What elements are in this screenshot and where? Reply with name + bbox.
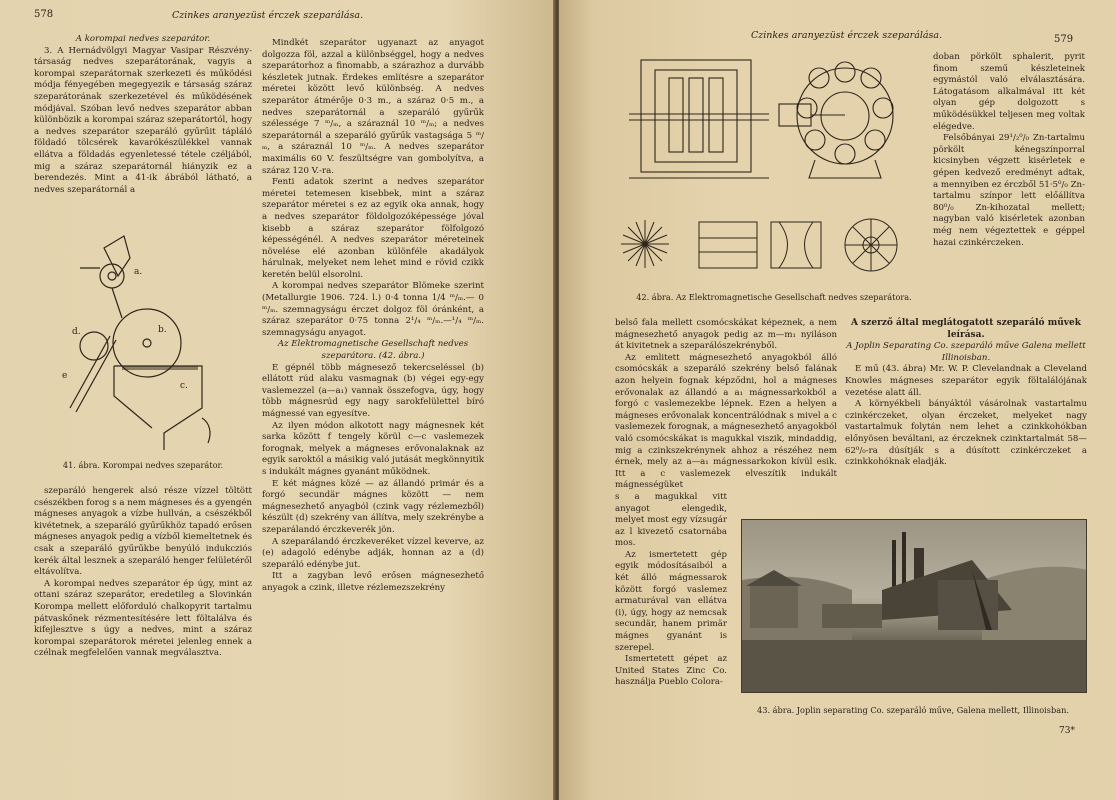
signature-mark: 73* xyxy=(1059,726,1075,736)
subheading: Az Elektromagnetische Gesellschaft nedves szeparátora. (42. ábra.) xyxy=(277,339,469,362)
paragraph: E két mágnes közé — az állandó primár és a forgó secundär mágnes között — nem mágnesezhető anyagból (czink vagy rézlemezből) készült (d) szekrény van állítva, mely szekrénybe a szeparálandó érczkeverék jön. xyxy=(262,478,484,535)
label-c: c. xyxy=(180,381,188,391)
label-e: e xyxy=(62,371,68,381)
label-d: d. xyxy=(72,327,81,337)
page-number: 578 xyxy=(34,9,54,20)
paragraph: A környékbeli bányáktól vásárolnak vastartalmu czinkérczeket, olyan érczeket, melyeket nagy vastartalmuk folytán nem lehet a czinkkohókban előnyösen beváltani, az érczeknek czinktartalmát 58—62⁰/₀-ra dúsítják s a dúsított czinkérczeket a czinkkohóknak eladják. xyxy=(845,399,1087,468)
paragraph: A korompai nedves szeparátor ép úgy, mint az ottani száraz szeparátor, eredetileg a Slovinkán Korompa mellett előforduló chalkopyrit tartalmu pátvaskőnek rézmentesítésére lett föltalálva és kifejlesztve s úgy a nedves, mint a száraz korompai szeparátorok méretei jelenleg ennek a czélnak megfelelően vannak megválasztva. xyxy=(34,578,252,659)
right-column-top xyxy=(933,52,1085,249)
figure-43-caption: 43. ábra. Joplin separating Co. szeparáló műve, Galena mellett, Illinoisban. xyxy=(757,705,1069,715)
left-page xyxy=(0,0,555,800)
paragraph: E gépnél több mágnesező tekercseléssel (b) ellátott rúd alaku vasmagnak (b) végei egy-egy vaslemezzel (a—a₁) vannak összefogva, úgy, hogy több mágnesrúd egy nagy sarokfelülettel bíró mágnessé van egyesítve. xyxy=(262,362,484,419)
left-column-2 xyxy=(262,38,484,595)
figure-43-photograph xyxy=(741,519,1087,693)
paragraph: E mű (43. ábra) Mr. W. P. Clevelandnak a Cleveland Knowles mágneses szeparátor egyik föltalálójának vezetése alatt áll. xyxy=(845,364,1087,398)
page-number: 579 xyxy=(1054,34,1074,45)
paragraph: Mindkét szeparátor ugyanazt az anyagot dolgozza föl, azzal a különbséggel, hogy a nedves szeparátorhoz a finomabb, a szárazhoz a durvább készletek jutnak. Érdekes említésre a szeparátor méretei között levő különbség. A nedves szeparátor átmérője 0·3 m., a száraz 0·5 m., a nedves szeparátornál a szeparáló gyűrűk szélessége 7 ᵐ/ₘ, a száraznál 10 ᵐ/ₘ; a nedves szeparátornál a szeparáló gyűrűk vastagsága 5 ᵐ/ₘ, a száraznál 10 ᵐ/ₘ. A nedves szeparátor maximális 60 V. feszültségre van gombolyítva, a száraz 120 V.-ra. xyxy=(262,38,484,176)
paragraph: doban pörkölt sphalerit, pyrit finom szemű készleteinek egymástól való elválasztására. Látogatásom alkalmával itt két olyan gép dolgozott s működésükkel teljesen meg voltak elégedve. xyxy=(933,52,1085,132)
running-head: Czinkes aranyezüst érczek szeparálása. xyxy=(751,30,943,41)
paragraph: Fenti adatok szerint a nedves szeparátor méretei tetemesen kisebbek, mint a száraz szeparátor méretei s ez az egyik oka annak, hogy a nedves szeparátor földolgozóképessége jóval kisebb a száraz szeparátor fölfolgozó képességénél. A nedves szeparátor méreteinek növelése elé azonban különféle akadályok hárulnak, melyeket nem lehet mind e rövid czikk keretén belül elsorolni. xyxy=(262,177,484,280)
paragraph: A szeparálandó érczkeveréket vízzel keverve, az (e) adagoló edénybe adják, honnan az a (d) szeparáló edénybe jut. xyxy=(262,536,484,570)
label-b: b. xyxy=(158,325,167,335)
paragraph: Az ilyen módon alkotott nagy mágnesnek két sarka között f tengely körül c—c vaslemezek forognak, melyek a mágneses erővonalaknak az egyik saroktól a másikig való jutását megkönnyitik s indukált mágnes gyanánt működnek. xyxy=(262,420,484,477)
subheading: A Joplin Separating Co. szeparáló műve Galena mellett Illinoisban. xyxy=(846,341,1086,363)
left-column-top xyxy=(34,34,252,196)
right-column-2 xyxy=(845,318,1087,469)
paragraph: s a magukkal vitt anyagot elengedik, melyet most egy vízsugár az l kivezető csatornába mos. xyxy=(615,491,727,549)
paragraph: Az ismertetett gép egyik módosításaiból a két álló mágnessarok között forgó vaslemez armaturával van ellátva (i), úgy, hogy az nemcsak secundär, hanem primär mágnes gyanánt is szerepel. xyxy=(615,549,727,653)
paragraph: 3. A Hernádvölgyi Magyar Vasipar Részvény-társaság nedves szeparátorának, vagyis a korompai szeparátornak szerkezeti és működési módja fényegében megegyezik e társaság száraz szeparátorának szerkezetével és működésének módjával. Szóban levő nedves szeparátor abban különbözik a korompai száraz szeparátortól, hogy a nedves szeparátor szeparáló gyűrűit tápláló földadó tölcsérek kavarókészülékkel vannak ellátva a földadás egyenletessé tétele czéljából, mig a száraz szeparátornál hiányzik ez a berendezés. Mint a 41-ik ábrából látható, a nedves szeparátornál a xyxy=(34,45,252,195)
label-a: a. xyxy=(134,267,143,277)
paragraph: Felsőbányai 29¹/₂⁰/₀ Zn-tartalmu pörkölt kénegszínporral kicsinyben végzett kisérletek e gépen kedvező eredményt adtak, a mennyiben ez érczből 51·5⁰/₀ Zn-tartalmu színpor lett előállítva 80⁰/₀ Zn-kihozatal mellett; nagyban való kisérletek azonban még nem végeztettek e géppel hazai czinkérczeken. xyxy=(933,133,1085,248)
paragraph: szeparáló hengerek alsó része vízzel töltött csészékben forog s a nem mágneses és a gyengén mágneses anyagok a vízbe hullván, a csészékből kivétetnek, a szeparáló gyűrűkhöz tapadó erősen mágneses anyagok pedig a vízből kiemeltetnek és csak a szeparáló gyűrűkbe benyúló indukcziós kerék által lesznek a szeparáló henger felületéről eltávolítva. xyxy=(34,486,252,578)
paragraph: belső fala mellett csomócskákat képeznek, a nem mágnesezhető anyagok pedig az m—m₁ nyiláson át kivitetnek a szeparálószekrényből. xyxy=(615,318,837,352)
figure-42-drawing xyxy=(619,48,929,288)
paragraph: A korompai nedves szeparátor Blömeke szerint (Metallurgie 1906. 724. l.) 0·4 tonna 1/4 ᵐ/ₘ.— 0 ᵐ/ₘ. szemnagyságu érczet dolgoz föl óránként, a száraz szeparátor 0·75 tonna 2¹/₄ ᵐ/ₘ.—¹/₄ ᵐ/ₘ. szemnagyságu anyagot. xyxy=(262,281,484,338)
paragraph: Itt a zagyban levő erősen mágnesezhető anyagok a czink, illetve rézlemezszekrény xyxy=(262,571,484,593)
paragraph: Ismertetett gépet az United States Zinc Co. használja Pueblo Colora- xyxy=(615,654,727,688)
running-head: Czinkes aranyezüst érczek szeparálása. xyxy=(172,10,364,21)
left-column-bottom xyxy=(34,486,252,660)
figure-42-caption: 42. ábra. Az Elektromagnetische Gesellschaft nedves szeparátora. xyxy=(636,292,912,302)
right-page xyxy=(559,0,1116,800)
figure-41-caption: 41. ábra. Korompai nedves szeparátor. xyxy=(62,460,224,470)
section-heading: A szerző által meglátogatott szeparáló művek leírása. xyxy=(851,318,1081,340)
paragraph: Az emlitett mágnesezhető anyagokból álló csomócskák a szeparáló szekrény belső falának azon helyein fognak képződni, hol a mágneses erővonalak az állandó a a₁ mágnessarkokból a forgó c vaslemezekbe lépnek. Ezen a helyen a mágneses erővonalak koncentrálódnak s mivel a c vaslemezek forognak, a mágnesezhető anyagokból való csomócskákat is magukkal viszik, mindaddig, mig a czinkszekrénynek ahhoz a részéhez nem érnek, mely az a—a₁ mágnessarkokon kívül esik. Itt a c vaslemezek elveszítik indukált mágnességüket xyxy=(615,352,837,491)
figure-41-drawing xyxy=(52,228,222,453)
subheading: A korompai nedves szeparátor. xyxy=(75,34,211,44)
